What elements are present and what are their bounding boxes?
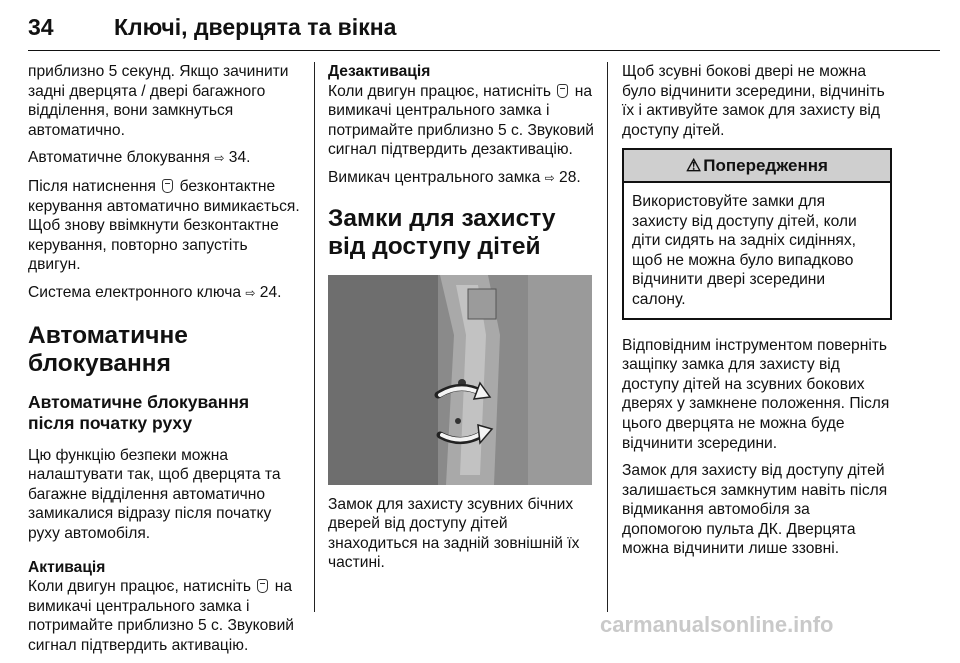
page-ref-arrow-icon: ⇨ [544,170,555,185]
warning-box [622,148,892,319]
column-2 [328,62,594,581]
child-lock-photo [328,275,592,485]
watermark: carmanualsonline.info [600,612,834,637]
image-caption: Замок для захисту зсувних бічних дверей від доступу дітей знаходиться на задній зовнішній їх частині. [328,495,580,572]
page-ref-link[interactable]: 24. [259,283,282,301]
paragraph: Щоб зсувні бокові двері не можна було відчинити зсередини, відчиніть їх і активуйте замок для захисту від доступу дітей. [622,63,885,139]
paragraph: приблизно 5 секунд. Якщо зачинити задні дверцята / двері багажного відділення, вони замкнуться автоматично. [28,63,289,139]
paragraph: Цю функцію безпеки можна налаштувати так, щоб дверцята та багажне відділення автоматично замикалися відразу після початку руху автомобіля. [28,446,281,542]
paragraph: Активація Коли двигун працює, натисніть на вимикачі центрального замка і потримайте приблизно 5 с. Звуковий сигнал підтвердить активацію. [28,558,300,656]
page-ref-arrow-icon: ⇨ [245,285,256,300]
activation-heading: Активація [28,558,106,576]
warning-text: Використовуйте замки для захисту від доступу дітей, коли діти сидять на задніх сидіннях, щоб не можна було випадково відчинити двері зсередини салону. [632,192,857,308]
paragraph: Замок для захисту від доступу дітей залишається замкнутим навіть після відмикання автомобіля за допомогою пульта ДК. Дверцята можна відчинити лише ззовні. [622,462,888,558]
remote-key-icon [162,179,173,193]
deactivation-heading: Дезактивація [328,63,431,80]
page-number: 34 [28,14,54,40]
door-illustration [328,275,592,485]
page-ref-link[interactable]: 34. [228,149,251,167]
column-divider [607,62,608,612]
page-header [28,10,940,51]
warning-triangle-icon: ⚠ [686,156,702,176]
column-1 [28,62,300,663]
section-heading: Замки для захисту від доступу дітей [328,204,556,260]
paragraph: Система електронного ключа ⇨ 24. [28,283,282,301]
lock-button-icon [257,579,268,593]
paragraph: Після натиснення безконтактне керування автоматично вимикається. Щоб знову ввімкнути безконтактне керування, повторно запустіть двигун. [28,177,300,274]
paragraph: Вимикач центрального замка ⇨ 28. [328,168,581,186]
page-ref-link[interactable]: 28. [559,168,581,186]
paragraph: Відповідним інструментом поверніть защіпку замка для захисту від доступу дітей на зсувних бокових дверях у замкнене положення. Після цього дверцята не можна буде відчинити зсередини. [622,336,890,452]
page-title: Ключі, дверцята та вікна [114,14,397,40]
page-ref-arrow-icon: ⇨ [214,151,225,166]
subsection-heading: Автоматичне блокування після початку руху [28,391,250,433]
column-divider [314,62,315,612]
paragraph: Автоматичне блокування ⇨ 34. [28,149,251,167]
column-3 [622,62,892,567]
warning-header: ⚠ Попередження [624,150,890,183]
section-heading: Автоматичне блокування [28,321,188,377]
lock-button-icon [557,84,568,98]
paragraph: Дезактивація Коли двигун працює, натисніть на вимикачі центрального замка і потримайте приблизно 5 с. Звуковий сигнал підтвердить дезактивацію. [328,63,595,159]
